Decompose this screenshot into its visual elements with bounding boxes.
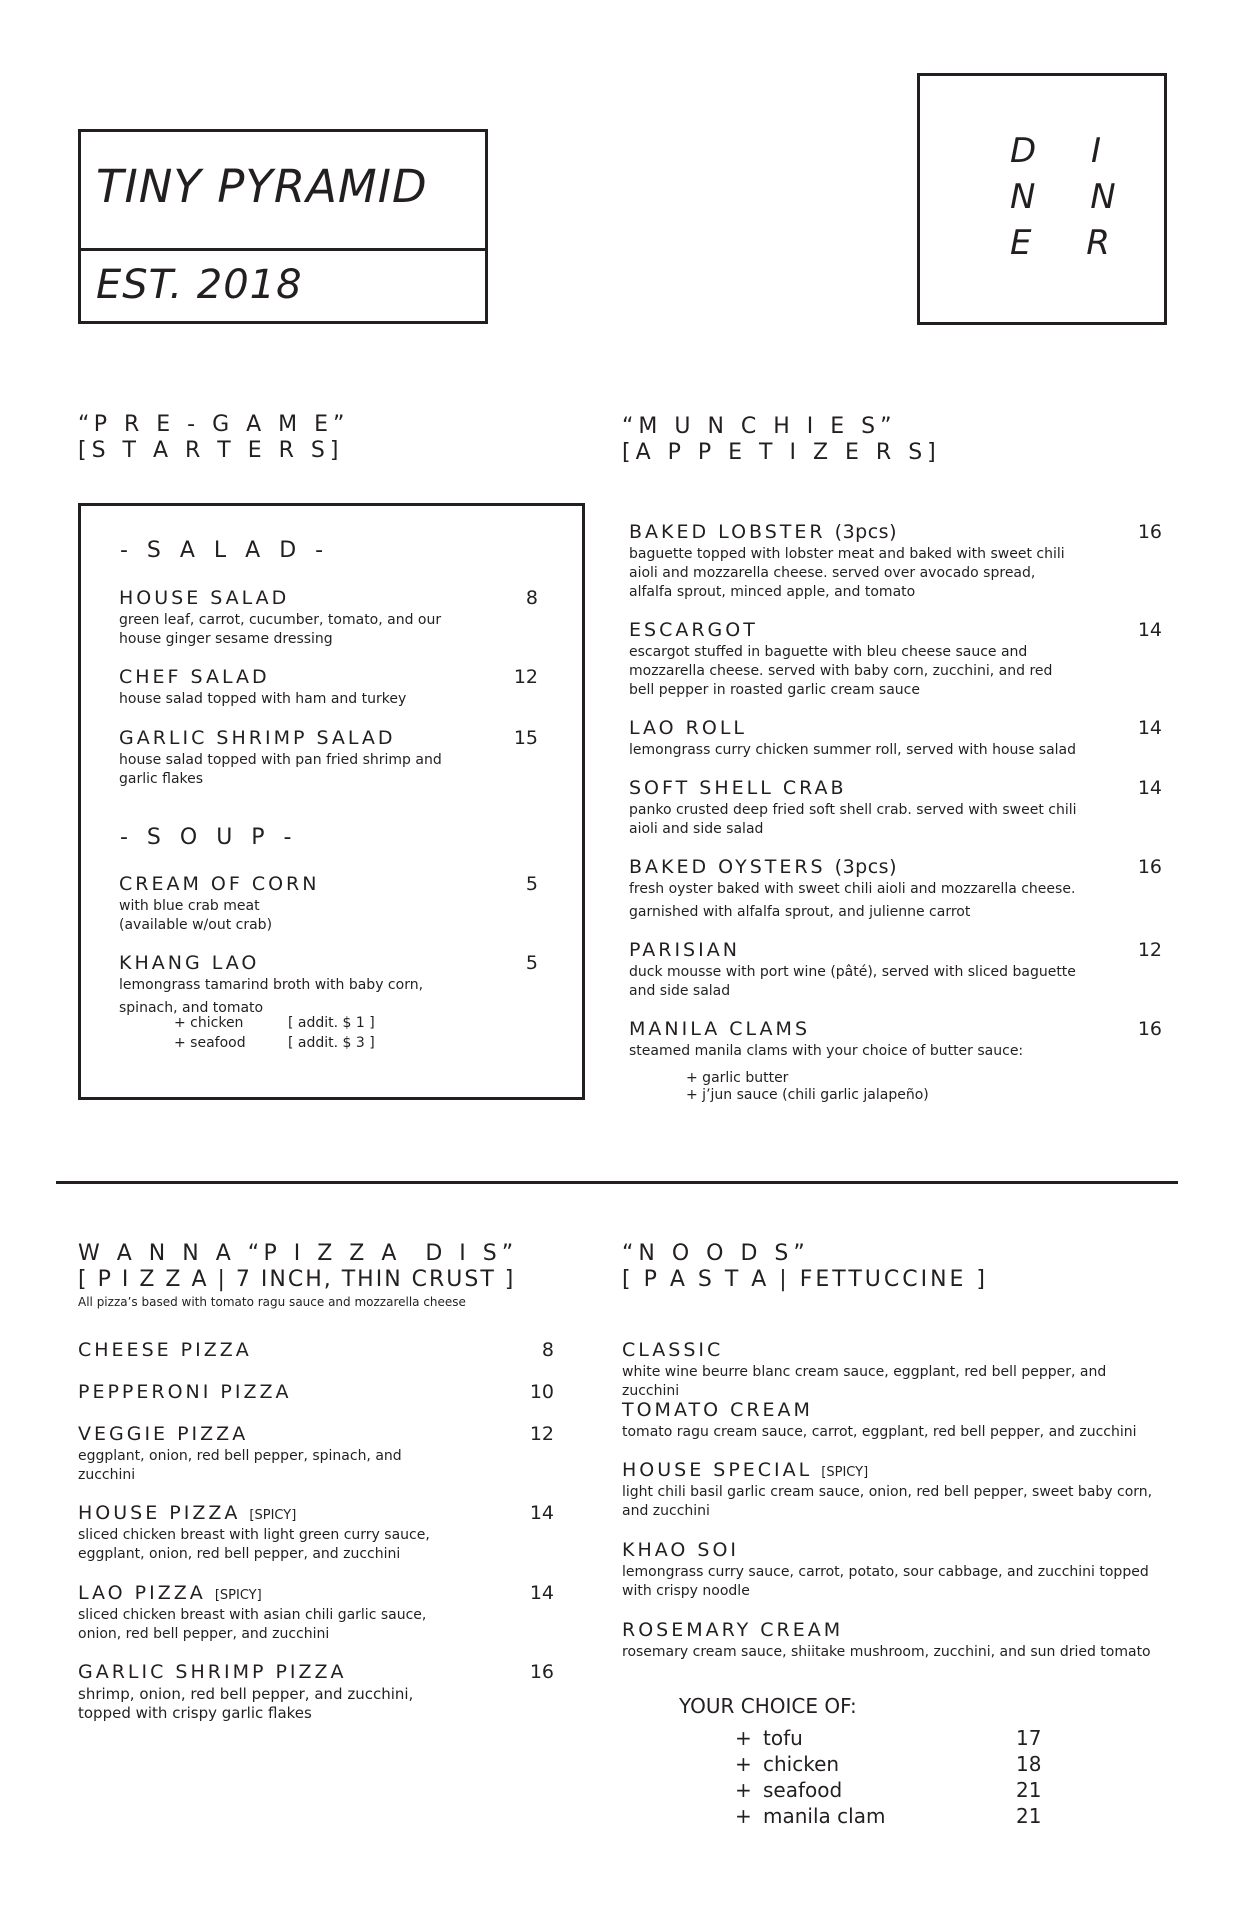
item-name: KHANG LAO [119, 952, 260, 974]
dinner-line-3: E R [1010, 223, 1132, 263]
menu-item-baked-lobster [629, 521, 1069, 602]
pizza-title: W A N N A “P I Z Z A D I S” [78, 1241, 519, 1266]
item-desc: house salad topped with ham and turkey [119, 691, 407, 707]
item-desc: light chili basil garlic cream sauce, onion, red bell pepper, sweet baby corn, and zucchini [622, 1484, 1153, 1519]
item-desc: white wine beurre blanc cream sauce, eggplant, red bell pepper, and zucchini [622, 1364, 1107, 1399]
item-name: CREAM OF CORN [119, 873, 320, 895]
pizza-note: All pizza’s based with tomato ragu sauce and mozzarella cheese [78, 1295, 466, 1309]
choice-chicken-price: 18 [1016, 1752, 1042, 1776]
menu-item-house-special [622, 1459, 1167, 1521]
item-name: SOFT SHELL CRAB [629, 777, 847, 799]
title-divider [78, 248, 488, 251]
menu-item-rosemary-cream [622, 1619, 1167, 1662]
item-name [78, 1502, 458, 1524]
menu-item-parisian [629, 939, 1079, 1001]
menu-item-pepperoni-pizza [78, 1381, 478, 1403]
item-name [629, 521, 1069, 543]
addon-seafood-cost: [ addit. $ 3 ] [288, 1035, 375, 1051]
item-desc: steamed manila clams with your choice of butter sauce: [629, 1043, 1024, 1059]
menu-item-khao-soi [622, 1539, 1167, 1601]
spicy-tag: [SPICY] [249, 1508, 297, 1523]
clam-option-jjun-sauce: + j’jun sauce (chili garlic jalapeño) [686, 1087, 929, 1103]
menu-item-tomato-cream [622, 1399, 1162, 1442]
item-desc: sliced chicken breast with light green curry sauce, eggplant, onion, red bell pepper, and zucchini [78, 1527, 430, 1562]
item-price: 5 [525, 952, 538, 974]
item-desc: fresh oyster baked with sweet chili aioli and mozzarella cheese. [629, 881, 1076, 897]
item-price: 16 [1137, 856, 1162, 878]
item-desc: shrimp, onion, red bell pepper, and zucchini, topped with crispy garlic flakes [78, 1685, 414, 1722]
item-price: 14 [1137, 619, 1162, 641]
choice-chicken: chicken [763, 1752, 840, 1776]
item-price: 14 [529, 1502, 554, 1524]
addon-chicken-cost: [ addit. $ 1 ] [288, 1015, 375, 1031]
dinner-line-1: D I [1010, 131, 1124, 171]
item-desc: with blue crab meat [119, 898, 260, 914]
item-price: 14 [1137, 777, 1162, 799]
item-name: LAO ROLL [629, 717, 748, 739]
item-price: 12 [529, 1423, 554, 1445]
item-name: TOMATO CREAM [622, 1399, 813, 1421]
item-desc: rosemary cream sauce, shiitake mushroom, zucchini, and sun dried tomato [622, 1644, 1151, 1660]
item-name: VEGGIE PIZZA [78, 1423, 249, 1445]
item-desc: eggplant, onion, red bell pepper, spinach, and zucchini [78, 1448, 402, 1483]
item-price: 5 [525, 873, 538, 895]
menu-item-soft-shell-crab [629, 777, 1079, 839]
item-price: 16 [1137, 1018, 1162, 1040]
choice-seafood: seafood [763, 1778, 843, 1802]
item-name [622, 1459, 1167, 1481]
item-note: (3pcs) [834, 856, 897, 878]
item-desc-2: garnished with alfalfa sprout, and julienne carrot [629, 904, 971, 920]
menu-item-chef-salad [119, 666, 449, 709]
item-name-text: BAKED LOBSTER [629, 521, 826, 543]
item-desc: house salad topped with pan fried shrimp and garlic flakes [119, 752, 442, 787]
soup-heading: - S O U P - [120, 825, 298, 850]
addon-chicken: + chicken [174, 1015, 244, 1031]
item-price: 16 [529, 1661, 554, 1683]
item-price: 16 [1137, 521, 1162, 543]
item-desc-2: spinach, and tomato [119, 1000, 264, 1016]
item-desc: sliced chicken breast with asian chili garlic sauce, onion, red bell pepper, and zucchini [78, 1607, 427, 1642]
item-name: CHEESE PIZZA [78, 1339, 252, 1361]
menu-item-escargot [629, 619, 1079, 700]
noods-title: “N O O D S” [622, 1241, 810, 1266]
dinner-label [1010, 128, 1138, 266]
item-name: GARLIC SHRIMP SALAD [119, 727, 396, 749]
item-desc: tomato ragu cream sauce, carrot, eggplant, red bell pepper, and zucchini [622, 1424, 1137, 1440]
choice-plus-icon: + [735, 1752, 752, 1776]
item-price: 10 [529, 1381, 554, 1403]
munchies-subtitle: [A P P E T I Z E R S] [622, 440, 941, 465]
dinner-line-2: N N [1010, 177, 1138, 217]
salad-heading: - S A L A D - [120, 538, 330, 563]
pregame-title: “P R E - G A M E” [78, 412, 350, 437]
choice-heading: YOUR CHOICE OF: [679, 1694, 857, 1718]
item-desc: baguette topped with lobster meat and baked with sweet chili aioli and mozzarella cheese. served over avocado spread, alfalfa sprout, minced apple, and tomato [629, 546, 1065, 600]
item-price: 14 [529, 1582, 554, 1604]
item-desc: green leaf, carrot, cucumber, tomato, and our house ginger sesame dressing [119, 612, 442, 647]
choice-seafood-price: 21 [1016, 1778, 1042, 1802]
choice-tofu: tofu [763, 1726, 803, 1750]
item-price: 12 [1137, 939, 1162, 961]
item-desc: panko crusted deep fried soft shell crab. served with sweet chili aioli and side salad [629, 802, 1077, 837]
menu-item-garlic-shrimp-salad [119, 727, 444, 789]
restaurant-name: TINY PYRAMID [96, 160, 428, 213]
clam-option-garlic-butter: + garlic butter [686, 1070, 789, 1086]
item-name: HOUSE SALAD [119, 587, 290, 609]
item-name: PARISIAN [629, 939, 740, 961]
menu-item-house-salad [119, 587, 444, 649]
menu-item-baked-oysters [629, 856, 1089, 922]
item-name: CHEF SALAD [119, 666, 270, 688]
menu-item-classic [622, 1339, 1162, 1401]
item-desc: duck mousse with port wine (pâté), served with sliced baguette and side salad [629, 964, 1076, 999]
item-note: (3pcs) [834, 521, 897, 543]
pizza-subtitle: [ P I Z Z A | 7 INCH, THIN CRUST ] [78, 1267, 516, 1292]
menu-item-khang-lao [119, 952, 449, 1018]
item-price: 15 [513, 727, 538, 749]
item-name-text: HOUSE SPECIAL [622, 1459, 813, 1481]
choice-plus-icon: + [735, 1726, 752, 1750]
item-name-text: LAO PIZZA [78, 1582, 206, 1604]
menu-item-house-pizza [78, 1502, 458, 1564]
menu-item-cheese-pizza [78, 1339, 478, 1361]
item-name [629, 856, 1089, 878]
munchies-title: “M U N C H I E S” [622, 414, 897, 439]
menu-item-veggie-pizza [78, 1423, 408, 1485]
item-name: PEPPERONI PIZZA [78, 1381, 292, 1403]
addon-seafood: + seafood [174, 1035, 246, 1051]
choice-plus-icon: + [735, 1804, 752, 1828]
item-name-text: HOUSE PIZZA [78, 1502, 241, 1524]
noods-subtitle: [ P A S T A | FETTUCCINE ] [622, 1267, 989, 1292]
choice-manila-clam-price: 21 [1016, 1804, 1042, 1828]
menu-item-cream-of-corn [119, 873, 449, 935]
choice-manila-clam: manila clam [763, 1804, 886, 1828]
item-desc-2: (available w/out crab) [119, 917, 273, 933]
spicy-tag: [SPICY] [821, 1465, 869, 1480]
item-name: ESCARGOT [629, 619, 758, 641]
item-price: 8 [541, 1339, 554, 1361]
menu-item-lao-pizza [78, 1582, 473, 1644]
item-name-text: BAKED OYSTERS [629, 856, 826, 878]
item-name: CLASSIC [622, 1339, 724, 1361]
menu-item-lao-roll [629, 717, 1089, 760]
spicy-tag: [SPICY] [214, 1588, 262, 1603]
item-price: 14 [1137, 717, 1162, 739]
choice-tofu-price: 17 [1016, 1726, 1042, 1750]
item-name: GARLIC SHRIMP PIZZA [78, 1661, 347, 1683]
item-desc: escargot stuffed in baguette with bleu cheese sauce and mozzarella cheese. served with baby corn, zucchini, and red bell pepper in roasted garlic cream sauce [629, 644, 1053, 698]
menu-item-garlic-shrimp-pizza [78, 1661, 458, 1723]
item-desc: lemongrass curry chicken summer roll, served with house salad [629, 742, 1077, 758]
item-desc: lemongrass curry sauce, carrot, potato, sour cabbage, and zucchini topped with crispy noodle [622, 1564, 1149, 1599]
item-name: MANILA CLAMS [629, 1018, 811, 1040]
pregame-subtitle: [S T A R T E R S] [78, 438, 344, 463]
section-divider [56, 1181, 1178, 1184]
item-price: 12 [513, 666, 538, 688]
item-price: 8 [525, 587, 538, 609]
item-name: ROSEMARY CREAM [622, 1619, 844, 1641]
item-desc: lemongrass tamarind broth with baby corn, [119, 977, 424, 993]
menu-item-manila-clams [629, 1018, 1089, 1061]
established-year: EST. 2018 [96, 262, 303, 308]
choice-plus-icon: + [735, 1778, 752, 1802]
item-name: KHAO SOI [622, 1539, 740, 1561]
item-name [78, 1582, 473, 1604]
